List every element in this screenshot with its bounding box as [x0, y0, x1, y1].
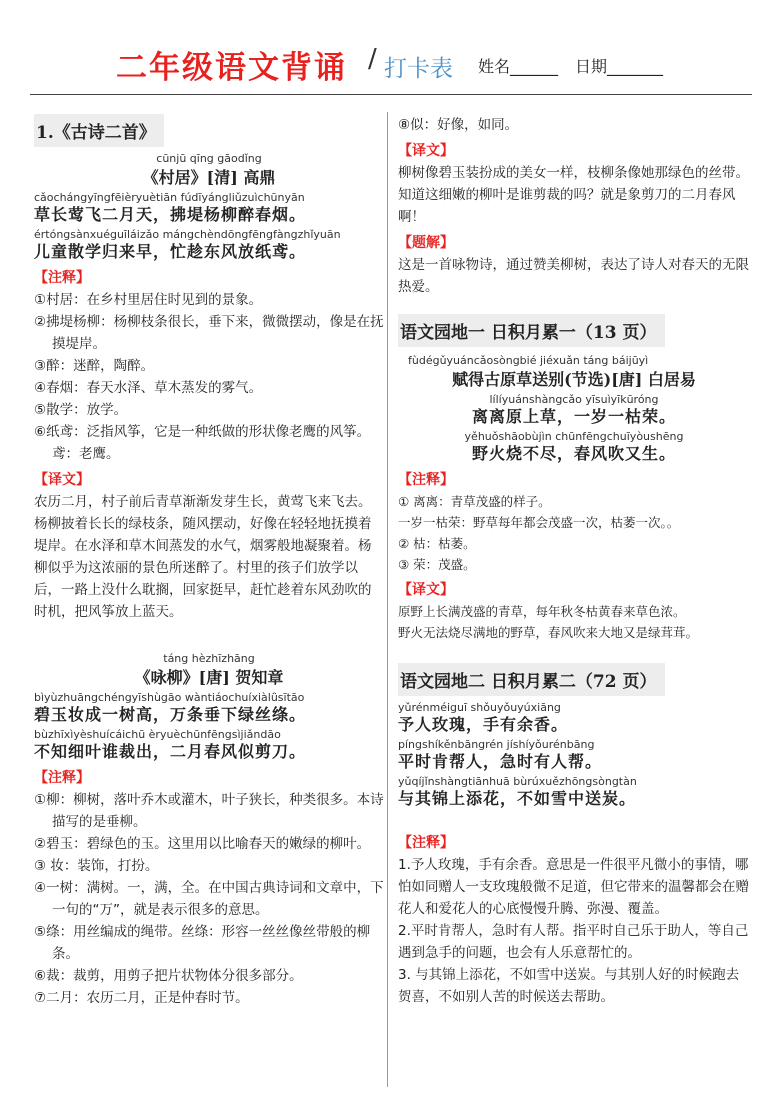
section-title-garden1: 语文园地一 日积月累一（13 页）	[398, 314, 665, 347]
poem1-line1-pinyin: cǎochángyīngfēièryuètiān fúdīyángliǔzuìchūnyān	[34, 192, 305, 204]
note-item: ①柳：柳树，落叶乔木或灌木，叶子狭长，种类很多。本诗描写的是垂柳。	[34, 792, 384, 830]
note-item: 1.予人玫瑰，手有余香。意思是一件很平凡微小的事情，哪怕如同赠人一支玫瑰般微不足道，但它带来的温馨都会在赠花人和爱花人的心底慢慢升腾、弥漫、覆盖。	[398, 857, 749, 917]
poem3-translation-label: 【译文】	[398, 582, 454, 598]
poem2-note8: ⑧似：好像，如同。	[398, 117, 519, 133]
saying1-pinyin: yǔrénméiguī shǒuyǒuyúxiāng	[398, 702, 561, 714]
sayings-notes	[398, 854, 750, 1008]
poem1-title: 《村居》[清] 高鼎	[142, 168, 276, 187]
saying2-pinyin: píngshíkěnbāngrén jíshíyǒurénbāng	[398, 739, 595, 751]
note-item: ⑦二月：农历二月，正是仲春时节。	[34, 990, 249, 1006]
poem3-line2: 野火烧不尽，春风吹又生。	[471, 444, 676, 463]
poem1-translation: 农历二月，村子前后青草渐渐发芽生长，黄莺飞来飞去。杨柳披着长长的绿枝条，随风摆动，好像在轻轻地抚摸着堤岸。在水泽和草木间蒸发的水气，烟雾般地凝聚着。杨柳似乎为这浓丽的景色所迷醉了。村里的孩子们放学以后，一路上没什么耽搁，回家挺早，赶忙趁着东风劲吹的时机，把风筝放上蓝天。	[34, 494, 372, 620]
poem2-title-pinyin: táng hèzhīzhāng	[163, 653, 255, 665]
poem3-title: 赋得古原草送别(节选)[唐] 白居易	[452, 370, 696, 389]
poem2-notes	[34, 789, 384, 1009]
page-title: 二年级语文背诵	[116, 50, 347, 86]
poem2-translation-label: 【译文】	[398, 143, 454, 159]
poem1-line1: 草长莺飞二月天，拂堤杨柳醉春烟。	[34, 205, 307, 224]
note-item: ⑥纸鸢：泛指风筝，它是一种纸做的形状像老鹰的风筝。鸢：老鹰。	[34, 424, 371, 462]
saying1: 予人玫瑰，手有余香。	[398, 715, 569, 734]
poem1-title-pinyin: cūnjū qīng gāodǐng	[156, 153, 262, 165]
note-item: ②拂堤杨柳：杨柳枝条很长，垂下来，微微摆动，像是在抚摸堤岸。	[34, 314, 384, 352]
poem2-line2: 不知细叶谁裁出，二月春风似剪刀。	[34, 742, 307, 761]
column-divider	[387, 112, 388, 1087]
poem2-line2-pinyin: bùzhīxìyèshuícáichū èryuèchūnfēngsìjiǎndāo	[34, 729, 281, 741]
note-item: ⑤散学：放学。	[34, 402, 128, 418]
poem2-translation: 柳树像碧玉装扮成的美女一样，枝柳条像她那绿色的丝带。知道这细嫩的柳叶是谁剪裁的吗？就是象剪刀的二月春风啊！	[398, 165, 749, 225]
note-item: ②碧玉：碧绿色的玉。这里用以比喻春天的嫩绿的柳叶。	[34, 836, 371, 852]
date-field[interactable]: 日期_______	[575, 57, 664, 76]
note-item: ③醉：迷醉，陶醉。	[34, 358, 155, 374]
saying2: 平时肯帮人，急时有人帮。	[398, 752, 603, 771]
saying3-pinyin: yǔqíjǐnshàngtiānhuā bùrúxuězhōngsòngtàn	[398, 776, 637, 788]
poem1-note-label: 【注释】	[34, 270, 90, 286]
note-item: ① 离离：青草茂盛的样子。	[398, 494, 551, 509]
page-subtitle: 打卡表	[384, 56, 453, 82]
poem3-line2-pinyin: yěhuǒshāobùjìn chūnfēngchuīyòushēng	[464, 431, 684, 443]
note-item: ④春烟：春天水泽、草木蒸发的雾气。	[34, 380, 263, 396]
poem3-title-pinyin: fùdégǔyuáncǎosòngbié jiéxuǎn táng báijūyì	[408, 355, 649, 367]
title-separator: /	[368, 44, 377, 74]
sayings-note-label: 【注释】	[398, 835, 454, 851]
note-item: 2.平时肯帮人，急时有人帮。指平时自己乐于助人，等自己遇到急手的问题，也会有人乐意帮忙的。	[398, 923, 749, 961]
note-item: ③ 荣：茂盛。	[398, 557, 476, 572]
note-item: ⑤绦：用丝编成的绳带。丝绦：形容一丝丝像丝带般的柳条。	[34, 924, 371, 962]
poem3-translation	[398, 601, 750, 643]
poem1-line2-pinyin: értóngsànxuéguīláizǎo mángchèndōngfēngfàngzhǐyuān	[34, 229, 341, 241]
poem3-line1-pinyin: lílíyuánshàngcǎo yīsuìyīkūróng	[489, 394, 659, 406]
note-item: ①村居：在乡村里居住时见到的景象。	[34, 292, 263, 308]
poem2-explanation-label: 【题解】	[398, 235, 454, 251]
poem3-notes	[398, 491, 750, 575]
note-item: ③ 妆：装饰，打扮。	[34, 858, 159, 874]
poem1-translation-label: 【译文】	[34, 472, 90, 488]
page-header	[0, 30, 780, 90]
note-item: ④一树：满树。一，满，全。在中国古典诗词和文章中，下一句的“万”，就是表示很多的意思。	[34, 880, 384, 918]
name-field[interactable]: 姓名______	[478, 57, 559, 76]
poem3-line1: 离离原上草，一岁一枯荣。	[471, 407, 676, 426]
poem1-notes	[34, 289, 384, 465]
right-column	[398, 114, 750, 1008]
saying3: 与其锦上添花，不如雪中送炭。	[398, 789, 637, 808]
section-title-poems: 1.《古诗二首》	[34, 114, 164, 147]
poem2-line1: 碧玉妆成一树高，万条垂下绿丝绦。	[34, 705, 307, 724]
section-title-garden2: 语文园地二 日积月累二（72 页）	[398, 663, 665, 696]
translation-line: 原野上长满茂盛的青草，每年秋冬枯黄春来草色浓。	[398, 604, 686, 619]
left-column	[34, 114, 384, 1009]
note-item: 3. 与其锦上添花，不如雪中送炭。与其别人好的时候跑去贺喜，不如别人苦的时候送去帮助。	[398, 967, 740, 1005]
note-item: ⑥裁：裁剪，用剪子把片状物体分很多部分。	[34, 968, 303, 984]
poem1-line2: 儿童散学归来早，忙趁东风放纸鸢。	[34, 242, 307, 261]
translation-line: 野火无法烧尽满地的野草，春风吹来大地又是绿茸茸。	[398, 625, 699, 640]
poem2-note-label: 【注释】	[34, 770, 90, 786]
poem2-title: 《咏柳》[唐] 贺知章	[134, 668, 284, 687]
note-item: 一岁一枯荣：野草每年都会茂盛一次，枯萎一次。。	[398, 515, 680, 530]
note-item: ② 枯：枯萎。	[398, 536, 476, 551]
header-divider	[30, 94, 752, 95]
poem2-line1-pinyin: bìyùzhuāngchéngyīshùgāo wàntiáochuíxiàlǜsītāo	[34, 692, 305, 704]
poem3-note-label: 【注释】	[398, 472, 454, 488]
poem2-explanation: 这是一首咏物诗，通过赞美柳树，表达了诗人对春天的无限热爱。	[398, 257, 749, 295]
